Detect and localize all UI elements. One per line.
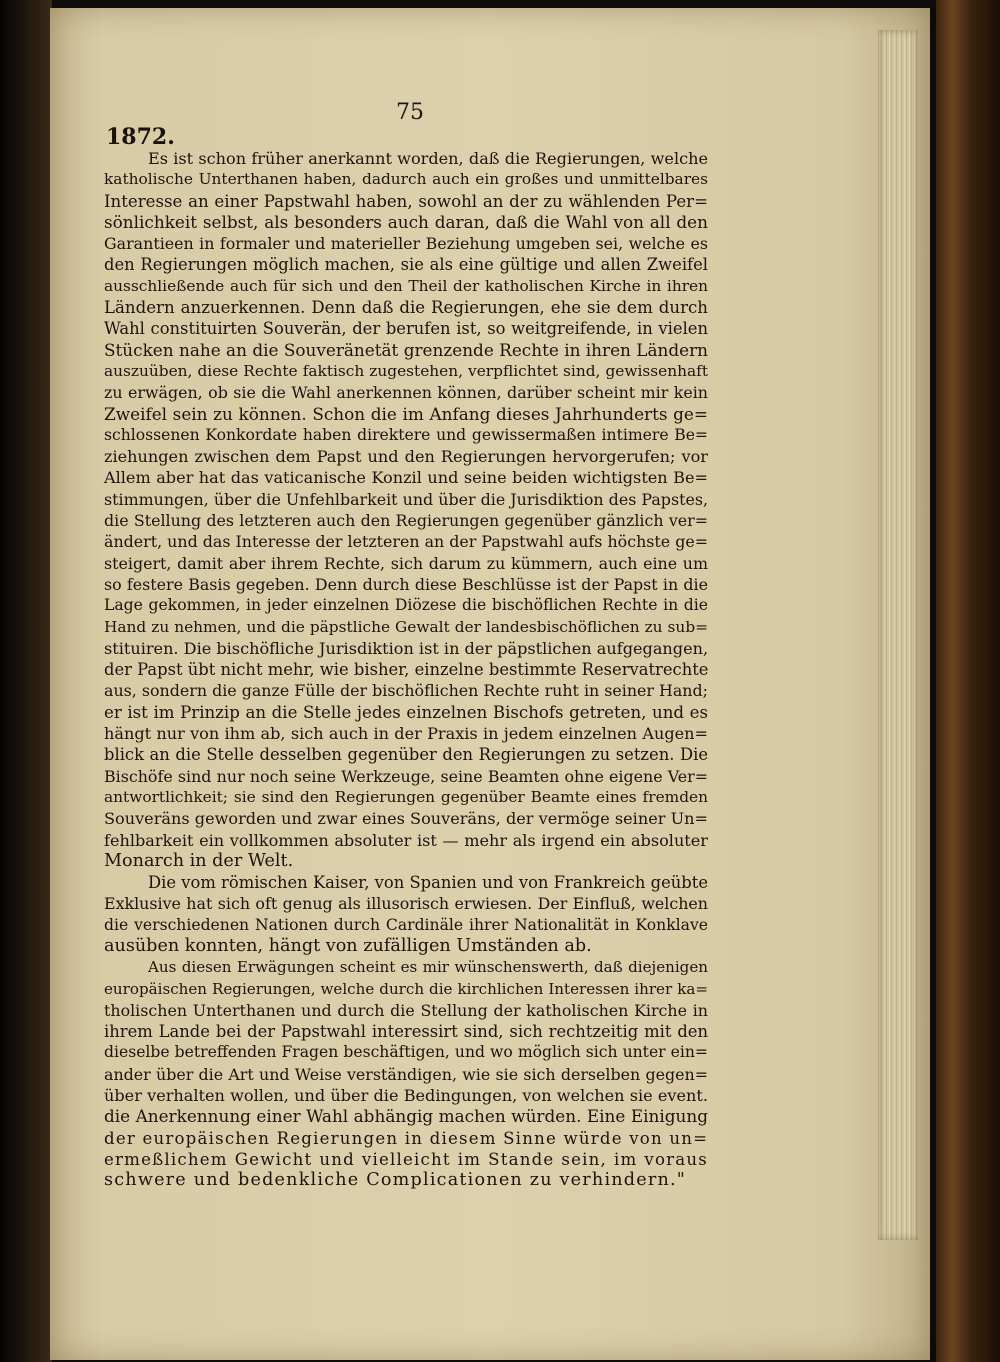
text-line: Souveräns geworden und zwar eines Souveräns, der vermöge seiner Un= bbox=[104, 809, 708, 829]
text-line: Interesse an einer Papstwahl haben, sowohl an der zu wählenden Per= bbox=[104, 191, 708, 211]
text-line: ausüben konnten, hängt von zufälligen Umständen ab. bbox=[104, 935, 592, 956]
book-binding-left bbox=[0, 0, 52, 1362]
text-line: Ländern anzuerkennen. Denn daß die Regierungen, ehe sie dem durch bbox=[104, 298, 708, 318]
text-line: Die vom römischen Kaiser, von Spanien und von Frankreich geübte bbox=[148, 873, 708, 893]
text-line: Allem aber hat das vaticanische Konzil und seine beiden wichtigsten Be= bbox=[104, 468, 708, 488]
text-line: stimmungen, über die Unfehlbarkeit und über die Jurisdiktion des Papstes, bbox=[104, 489, 708, 509]
text-line: Hand zu nehmen, und die päpstliche Gewalt der landesbischöflichen zu sub= bbox=[104, 617, 708, 636]
text-line: Lage gekommen, in jeder einzelnen Diözese die bischöflichen Rechte in die bbox=[104, 596, 708, 615]
text-line: Monarch in der Welt. bbox=[104, 850, 294, 871]
text-line: blick an die Stelle desselben gegenüber den Regierungen zu setzen. Die bbox=[104, 745, 708, 765]
text-line: so festere Basis gegeben. Denn durch diese Beschlüsse ist der Papst in die bbox=[104, 574, 708, 594]
text-line: zu erwägen, ob sie die Wahl anerkennen können, darüber scheint mir kein bbox=[104, 383, 708, 403]
text-line: ander über die Art und Weise verständigen, wie sie sich derselben gegen= bbox=[104, 1064, 708, 1084]
text-line: über verhalten wollen, und über die Bedingungen, von welchen sie event. bbox=[104, 1086, 708, 1106]
body-text bbox=[104, 148, 708, 1192]
text-line: der Papst übt nicht mehr, wie bisher, einzelne bestimmte Reservatrechte bbox=[104, 660, 709, 680]
text-line: Aus diesen Erwägungen scheint es mir wünschenswerth, daß diejenigen bbox=[148, 958, 708, 977]
text-line: schlossenen Konkordate haben direktere und gewissermaßen intimere Be= bbox=[104, 425, 708, 444]
text-line: antwortlichkeit; sie sind den Regierungen gegenüber Beamte eines fremden bbox=[104, 787, 708, 806]
text-line: tholischen Unterthanen und durch die Stellung der katholischen Kirche in bbox=[104, 1000, 708, 1020]
text-line: ihrem Lande bei der Papstwahl interessirt sind, sich rechtzeitig mit den bbox=[104, 1022, 708, 1042]
text-line: Wahl constituirten Souverän, der berufen ist, so weitgreifende, in vielen bbox=[104, 319, 708, 339]
text-line: europäischen Regierungen, welche durch die kirchlichen Interessen ihrer ka= bbox=[104, 979, 708, 998]
year-heading: 1872. bbox=[106, 124, 175, 150]
text-line: Bischöfe sind nur noch seine Werkzeuge, seine Beamten ohne eigene Ver= bbox=[104, 766, 708, 786]
text-line: ändert, und das Interesse der letzteren an der Papstwahl aufs höchste ge= bbox=[104, 532, 708, 552]
text-line: er ist im Prinzip an die Stelle jedes einzelnen Bischofs getreten, und es bbox=[104, 702, 708, 722]
text-line: dieselbe betreffenden Fragen beschäftigen, und wo möglich sich unter ein= bbox=[104, 1043, 708, 1062]
text-line: katholische Unterthanen haben, dadurch auch ein großes und unmittelbares bbox=[104, 170, 708, 189]
text-line: ausschließende auch für sich und den Theil der katholischen Kirche in ihren bbox=[104, 276, 708, 295]
text-line: aus, sondern die ganze Fülle der bischöflichen Rechte ruht in seiner Hand; bbox=[104, 681, 708, 701]
text-line: ziehungen zwischen dem Papst und den Regierungen hervorgerufen; vor bbox=[104, 447, 708, 467]
text-line: die Stellung des letzteren auch den Regierungen gegenüber gänzlich ver= bbox=[104, 511, 708, 531]
text-line: Stücken nahe an die Souveränetät grenzende Rechte in ihren Ländern bbox=[104, 339, 708, 360]
text-line: der europäischen Regierungen in diesem Sinne würde von un= bbox=[104, 1128, 709, 1148]
text-line: den Regierungen möglich machen, sie als eine gültige und allen Zweifel bbox=[104, 255, 708, 275]
text-line: auszuüben, diese Rechte faktisch zugestehen, verpflichtet sind, gewissenhaft bbox=[104, 361, 708, 380]
text-line: sönlichkeit selbst, als besonders auch daran, daß die Wahl von all den bbox=[104, 211, 708, 232]
text-line: die verschiedenen Nationen durch Cardinäle ihrer Nationalität in Konklave bbox=[104, 915, 708, 934]
page-number: 75 bbox=[396, 100, 424, 125]
text-line: Zweifel sein zu können. Schon die im Anfang dieses Jahrhunderts ge= bbox=[104, 403, 708, 424]
page-edges bbox=[878, 30, 918, 1240]
text-line: die Anerkennung einer Wahl abhängig machen würden. Eine Einigung bbox=[104, 1106, 708, 1127]
text-line: ermeßlichem Gewicht und vielleicht im Stande sein, im voraus bbox=[104, 1149, 708, 1169]
text-line: Exklusive hat sich oft genug als illusorisch erwiesen. Der Einfluß, welchen bbox=[104, 894, 708, 914]
text-line: fehlbarkeit ein vollkommen absoluter ist — mehr als irgend ein absoluter bbox=[104, 830, 708, 850]
text-line: stituiren. Die bischöfliche Jurisdiktion ist in der päpstlichen aufgegangen, bbox=[104, 638, 709, 658]
text-line: steigert, damit aber ihrem Rechte, sich darum zu kümmern, auch eine um bbox=[104, 553, 708, 573]
text-line: Es ist schon früher anerkannt worden, daß die Regierungen, welche bbox=[148, 149, 708, 168]
text-line: Garantieen in formaler und materieller Beziehung umgeben sei, welche es bbox=[104, 234, 708, 254]
text-line: schwere und bedenkliche Complicationen zu verhindern." bbox=[104, 1170, 687, 1191]
text-line: hängt nur von ihm ab, sich auch in der Praxis in jedem einzelnen Augen= bbox=[104, 724, 708, 744]
book-binding-right bbox=[936, 0, 1000, 1362]
